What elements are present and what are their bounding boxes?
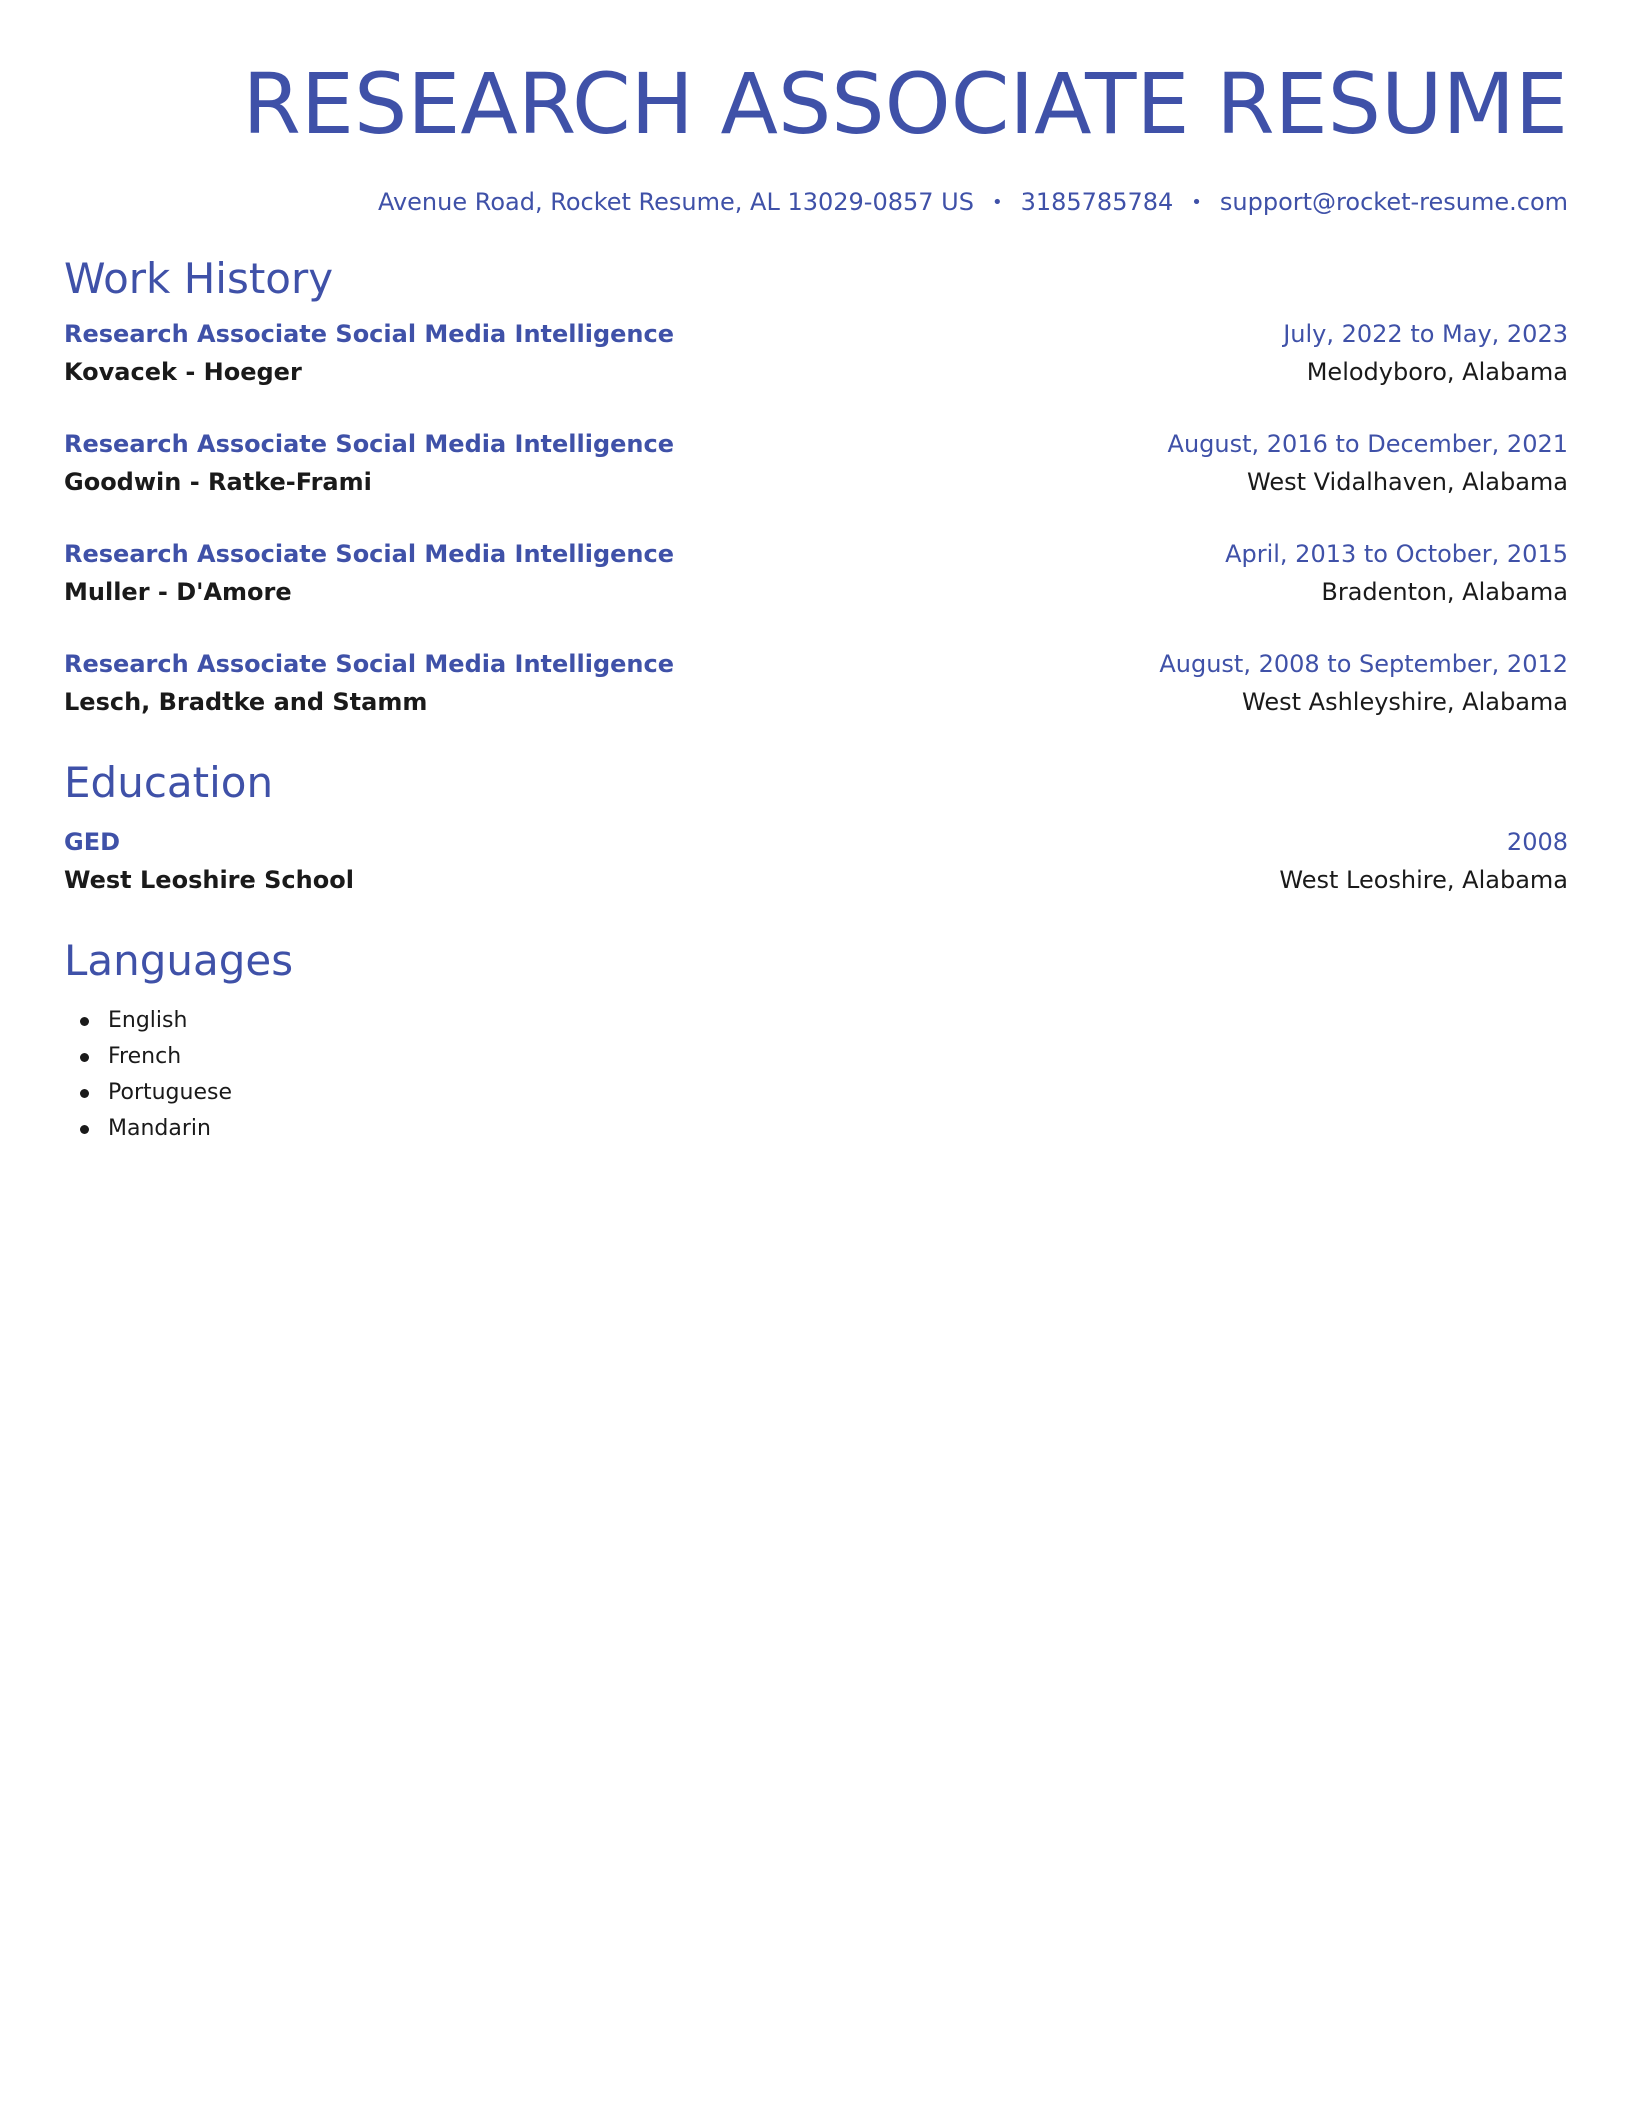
job-title: Research Associate Social Media Intelligence <box>64 430 675 458</box>
contact-phone: 3185785784 <box>1020 188 1174 216</box>
languages-list <box>64 1003 1568 1147</box>
job-location: Bradenton, Alabama <box>1321 578 1568 606</box>
job-location: West Vidalhaven, Alabama <box>1247 468 1568 496</box>
contact-separator: • <box>991 192 1003 213</box>
degree: GED <box>64 828 121 856</box>
contact-address: Avenue Road, Rocket Resume, AL 13029-0857 US <box>377 188 974 216</box>
bullet-icon <box>80 1125 89 1134</box>
contact-line <box>64 186 1568 219</box>
contact-email: support@rocket-resume.com <box>1219 188 1568 216</box>
school-location: West Leoshire, Alabama <box>1279 866 1568 894</box>
job-dates: August, 2008 to September, 2012 <box>1159 650 1568 678</box>
work-history-heading: Work History <box>64 254 334 303</box>
education-entry <box>64 823 1568 899</box>
language-item <box>64 1111 1568 1147</box>
contact-separator: • <box>1191 192 1202 213</box>
bullet-icon <box>80 1089 89 1098</box>
education-year: 2008 <box>1506 828 1568 856</box>
job-location: Melodyboro, Alabama <box>1306 358 1568 386</box>
work-entry <box>64 425 1568 501</box>
language-name: Mandarin <box>108 1116 211 1141</box>
job-title: Research Associate Social Media Intelligence <box>64 540 675 568</box>
language-name: English <box>108 1008 188 1033</box>
education-section <box>64 757 1568 899</box>
job-title: Research Associate Social Media Intelligence <box>64 320 675 348</box>
resume-title: RESEARCH ASSOCIATE RESUME <box>242 55 1568 153</box>
bullet-icon <box>80 1053 89 1062</box>
education-heading: Education <box>64 758 274 807</box>
work-entry <box>64 645 1568 721</box>
job-title: Research Associate Social Media Intelligence <box>64 650 675 678</box>
job-dates: April, 2013 to October, 2015 <box>1225 540 1568 568</box>
resume-header <box>64 0 1568 219</box>
work-entry <box>64 535 1568 611</box>
company-name: Kovacek - Hoeger <box>64 358 302 386</box>
language-item <box>64 1039 1568 1075</box>
work-history-section <box>64 253 1568 721</box>
language-name: Portuguese <box>108 1080 232 1105</box>
work-entry <box>64 315 1568 391</box>
bullet-icon <box>80 1017 89 1026</box>
resume-page <box>64 0 1568 1147</box>
language-item <box>64 1075 1568 1111</box>
languages-heading: Languages <box>64 936 294 985</box>
job-dates: July, 2022 to May, 2023 <box>1283 320 1568 348</box>
language-item <box>64 1003 1568 1039</box>
languages-section <box>64 935 1568 1147</box>
company-name: Muller - D'Amore <box>64 578 292 606</box>
job-location: West Ashleyshire, Alabama <box>1242 688 1568 716</box>
company-name: Goodwin - Ratke-Frami <box>64 468 372 496</box>
job-dates: August, 2016 to December, 2021 <box>1167 430 1568 458</box>
school-name: West Leoshire School <box>64 866 354 894</box>
language-name: French <box>108 1044 182 1069</box>
company-name: Lesch, Bradtke and Stamm <box>64 688 428 716</box>
